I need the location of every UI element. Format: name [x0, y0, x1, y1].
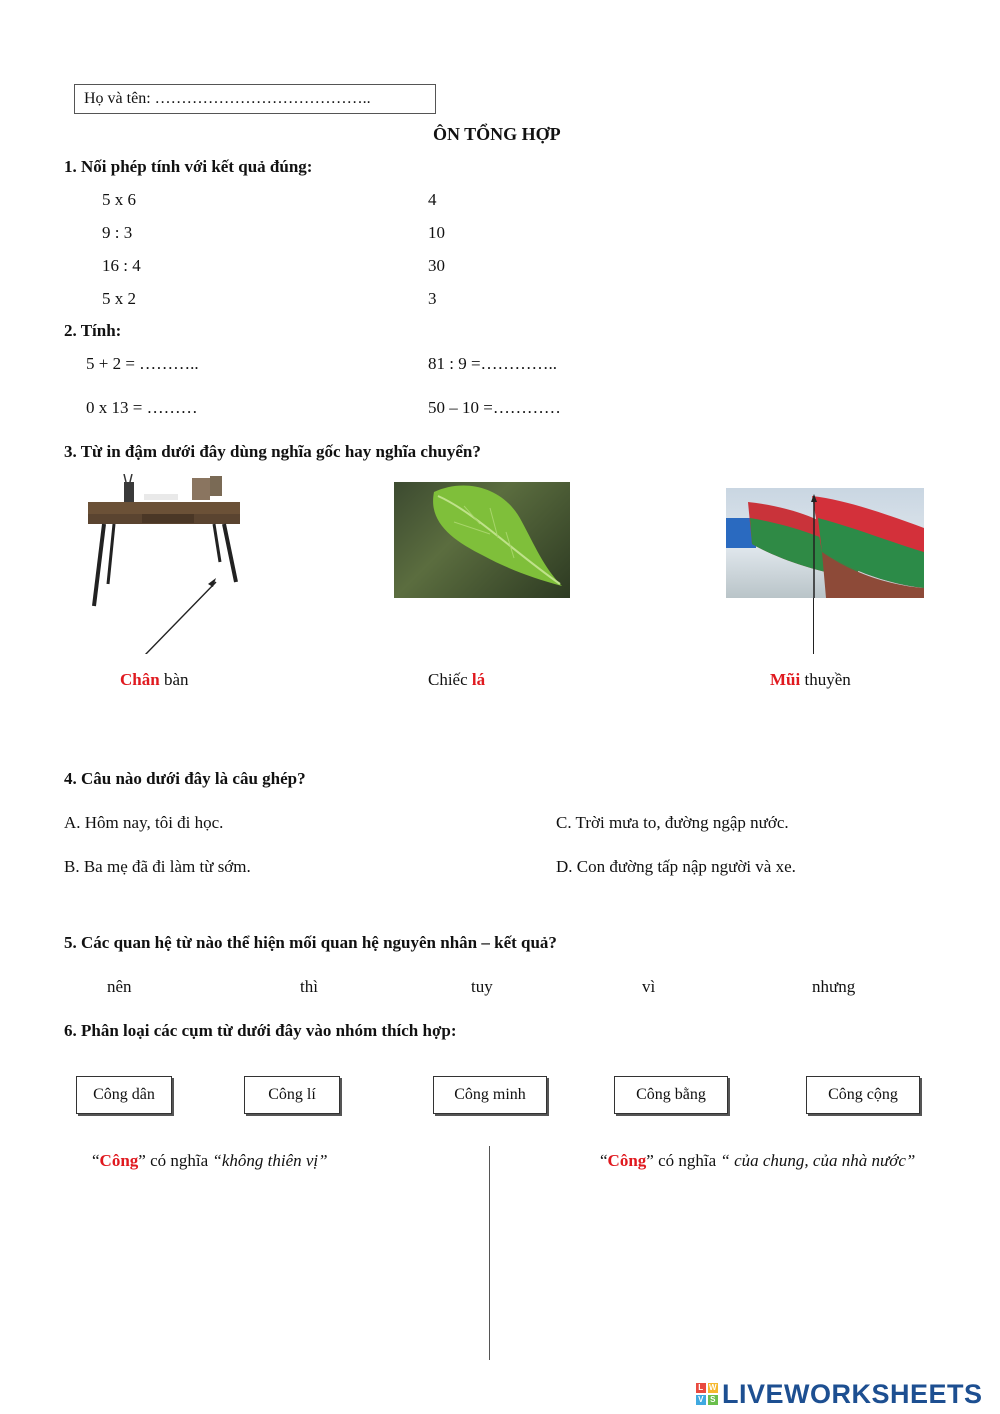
- q5-word[interactable]: nên: [107, 977, 132, 996]
- group-right-label: “Công” có nghĩa “ của chung, của nhà nước”: [600, 1151, 916, 1170]
- word-box-cong-cong[interactable]: Công cộng: [806, 1076, 920, 1114]
- question-5-heading: 5. Các quan hệ từ nào thể hiện mối quan hệ nguyên nhân – kết quả?: [64, 933, 557, 952]
- q4-option-b[interactable]: B. Ba mẹ đã đi làm từ sớm.: [64, 857, 251, 876]
- caption-chiec-la: Chiếc lá: [428, 670, 486, 689]
- caption-chan-ban: Chân bàn: [120, 670, 189, 689]
- q1-left-item[interactable]: 16 : 4: [102, 256, 141, 275]
- q5-word[interactable]: tuy: [471, 977, 493, 996]
- question-6-heading: 6. Phân loại các cụm từ dưới đây vào nhóm thích hợp:: [64, 1021, 457, 1040]
- logo-mark-icon: L W V S: [696, 1383, 718, 1405]
- word-box-cong-dan[interactable]: Công dân: [76, 1076, 172, 1114]
- q2-answer-field[interactable]: 81 : 9 =…………..: [428, 354, 558, 373]
- q1-left-item[interactable]: 9 : 3: [102, 223, 133, 242]
- desk-image: [84, 474, 246, 654]
- boat-image: [726, 488, 924, 598]
- word-box-cong-minh[interactable]: Công minh: [433, 1076, 547, 1114]
- word-box-cong-bang[interactable]: Công bằng: [614, 1076, 728, 1114]
- question-2-heading: 2. Tính:: [64, 321, 122, 340]
- word-box-cong-li[interactable]: Công lí: [244, 1076, 340, 1114]
- q5-word[interactable]: vì: [642, 977, 656, 996]
- q4-option-a[interactable]: A. Hôm nay, tôi đi học.: [64, 813, 224, 832]
- q2-answer-field[interactable]: 5 + 2 = ………..: [86, 354, 199, 373]
- q1-right-item[interactable]: 3: [428, 289, 437, 308]
- group-divider: [489, 1146, 490, 1360]
- leaf-image: [394, 482, 570, 598]
- q5-word[interactable]: thì: [300, 977, 318, 996]
- q1-left-item[interactable]: 5 x 2: [102, 289, 136, 308]
- question-1-heading: 1. Nối phép tính với kết quả đúng:: [64, 157, 313, 176]
- q1-left-item[interactable]: 5 x 6: [102, 190, 136, 209]
- question-4-heading: 4. Câu nào dưới đây là câu ghép?: [64, 769, 306, 788]
- q1-right-item[interactable]: 30: [428, 256, 445, 275]
- name-field[interactable]: Họ và tên: …………………………………..: [74, 84, 436, 114]
- boat-pointer-line: [813, 598, 814, 654]
- q5-word[interactable]: nhưng: [812, 977, 856, 996]
- liveworksheets-logo: L W V S LIVEWORKSHEETS: [696, 1378, 983, 1410]
- group-left-label: “Công” có nghĩa “không thiên vị”: [92, 1151, 328, 1170]
- page-title: ÔN TỔNG HỢP: [433, 124, 561, 144]
- q2-answer-field[interactable]: 0 x 13 = ………: [86, 398, 198, 417]
- question-3-heading: 3. Từ in đậm dưới đây dùng nghĩa gốc hay nghĩa chuyển?: [64, 442, 481, 461]
- q4-option-c[interactable]: C. Trời mưa to, đường ngập nước.: [556, 813, 789, 832]
- q1-right-item[interactable]: 10: [428, 223, 445, 242]
- q1-right-item[interactable]: 4: [428, 190, 437, 209]
- caption-mui-thuyen: Mũi thuyền: [770, 670, 851, 689]
- q4-option-d[interactable]: D. Con đường tấp nập người và xe.: [556, 857, 796, 876]
- q2-answer-field[interactable]: 50 – 10 =…………: [428, 398, 561, 417]
